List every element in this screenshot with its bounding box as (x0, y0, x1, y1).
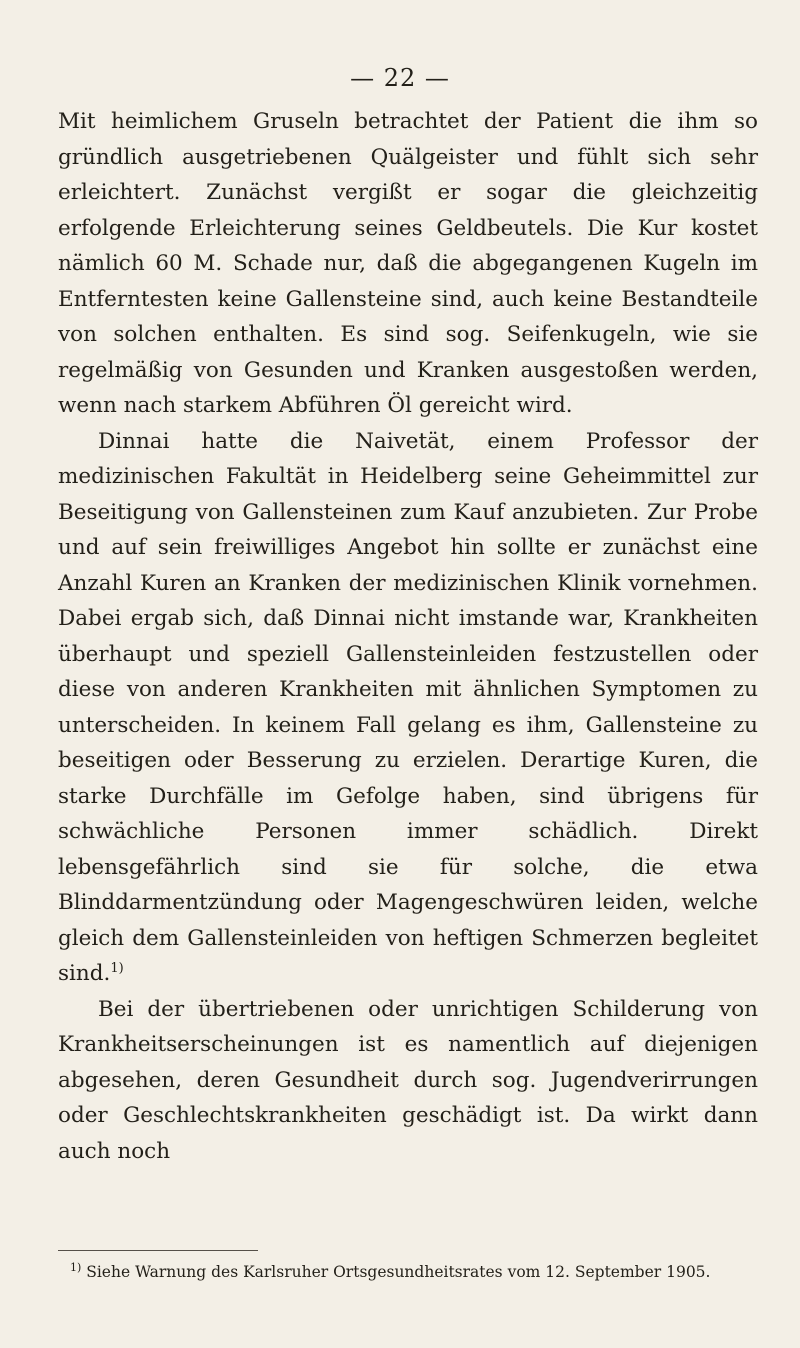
paragraph-1 (58, 104, 758, 424)
paragraph-1-text: Mit heimlichem Gruseln betrachtet der Patient die ihm so gründlich ausgetriebenen Quälgeister und fühlt sich sehr erleichtert. Zunächst vergißt er sogar die gleichzeitig erfolgende Erleichterung seines Geldbeutels. Die Kur kostet nämlich 60 M. Schade nur, daß die abgegangenen Kugeln im Entferntesten keine Gallensteine sind, auch keine Bestandteile von solchen enthalten. Es sind sog. Seifenkugeln, wie sie regelmäßig von Gesunden und Kranken ausgestoßen werden, wenn nach starkem Abführen Öl gereicht wird. (58, 109, 758, 418)
paragraph-2 (58, 424, 758, 992)
footnote-mark: 1) (70, 1260, 82, 1274)
paragraph-3-text: Bei der übertriebenen oder unrichtigen Schilderung von Krankheitserscheinungen ist es namentlich auf diejenigen abgesehen, deren Gesundheit durch sog. Jugendverirrungen oder Geschlechtskrankheiten geschädigt ist. Da wirkt dann auch noch (58, 996, 758, 1164)
paragraph-3 (58, 992, 758, 1170)
footnote (58, 1260, 758, 1284)
page-number: — 22 — (350, 64, 450, 92)
body-text (58, 104, 758, 1169)
paragraph-2-text: Dinnai hatte die Naivetät, einem Professor der medizinischen Fakultät in Heidelberg seine Geheimmittel zur Beseitigung von Gallensteinen zum Kauf anzubieten. Zur Probe und auf sein freiwilliges Angebot hin sollte er zunächst eine Anzahl Kuren an Kranken der medizinischen Klinik vornehmen. Dabei ergab sich, daß Dinnai nicht imstande war, Krankheiten überhaupt und speziell Gallensteinleiden festzustellen oder diese von anderen Krankheiten mit ähnlichen Symptomen zu unterscheiden. In keinem Fall gelang es ihm, Gallensteine zu beseitigen oder Besserung zu erzielen. Derartige Kuren, die starke Durchfälle im Gefolge haben, sind übrigens für schwächliche Personen immer schädlich. Direkt lebensgefährlich sind sie für solche, die etwa Blinddarmentzündung oder Magengeschwüren leiden, welche gleich dem Gallensteinleiden von heftigen Schmerzen begleitet sind. (58, 428, 758, 986)
footnote-text: Siehe Warnung des Karlsruher Ortsgesundheitsrates vom 12. September 1905. (86, 1263, 711, 1281)
footnote-reference: 1) (110, 960, 124, 976)
footnote-divider (58, 1250, 258, 1251)
